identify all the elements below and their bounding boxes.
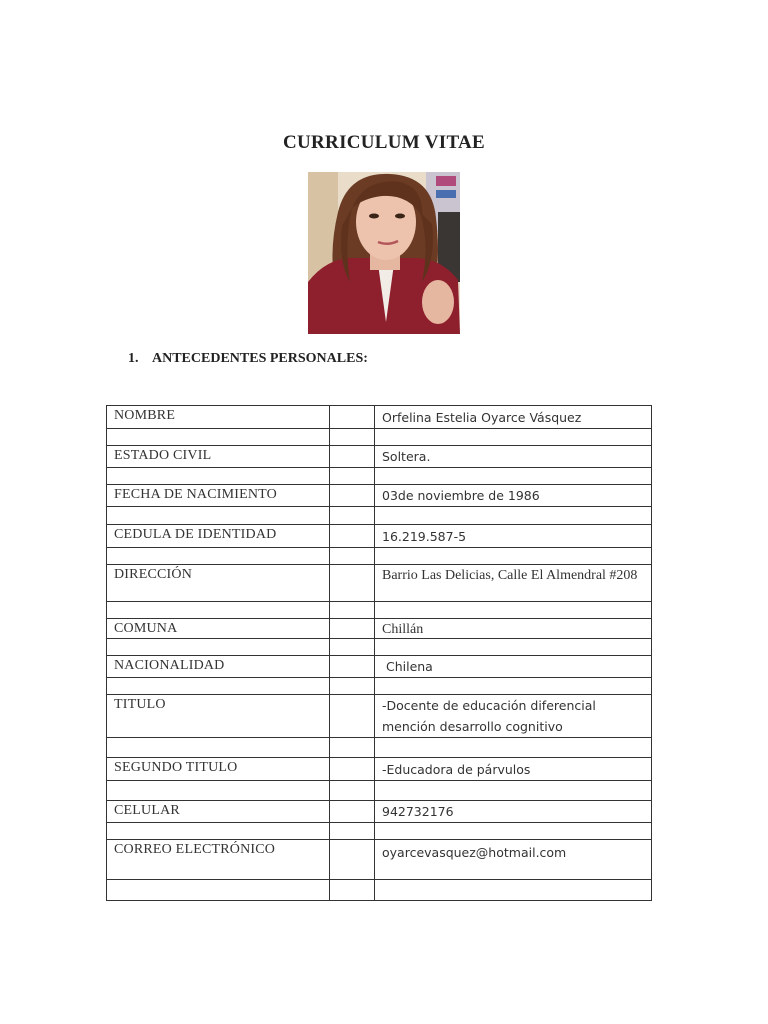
spacer-cell bbox=[330, 406, 375, 429]
row-value: -Educadora de párvulos bbox=[375, 758, 652, 781]
blank-row bbox=[107, 429, 652, 446]
spacer-cell bbox=[330, 656, 375, 678]
row-value: 16.219.587-5 bbox=[375, 525, 652, 548]
personal-info-table bbox=[106, 405, 652, 901]
table-row bbox=[107, 446, 652, 468]
row-label: CELULAR bbox=[107, 801, 330, 823]
table-row bbox=[107, 656, 652, 678]
table-row bbox=[107, 619, 652, 639]
row-label: SEGUNDO TITULO bbox=[107, 758, 330, 781]
row-label: DIRECCIÓN bbox=[107, 565, 330, 602]
table-row bbox=[107, 525, 652, 548]
spacer-cell bbox=[330, 758, 375, 781]
blank-row bbox=[107, 639, 652, 656]
row-label: NACIONALIDAD bbox=[107, 656, 330, 678]
blank-row bbox=[107, 678, 652, 695]
section-title: ANTECEDENTES PERSONALES: bbox=[152, 351, 368, 366]
row-label: CORREO ELECTRÓNICO bbox=[107, 840, 330, 880]
blank-row bbox=[107, 880, 652, 901]
blank-row bbox=[107, 507, 652, 525]
blank-row bbox=[107, 823, 652, 840]
table-row bbox=[107, 801, 652, 823]
blank-row bbox=[107, 468, 652, 485]
row-value: 03de noviembre de 1986 bbox=[375, 485, 652, 507]
row-value: Soltera. bbox=[375, 446, 652, 468]
spacer-cell bbox=[330, 801, 375, 823]
section-heading bbox=[128, 351, 368, 367]
row-label: COMUNA bbox=[107, 619, 330, 639]
spacer-cell bbox=[330, 485, 375, 507]
table-row bbox=[107, 695, 652, 738]
table-row bbox=[107, 565, 652, 602]
row-value: Orfelina Estelia Oyarce Vásquez bbox=[375, 406, 652, 429]
blank-row bbox=[107, 548, 652, 565]
table-row bbox=[107, 758, 652, 781]
table-row bbox=[107, 485, 652, 507]
blank-row bbox=[107, 781, 652, 801]
document-title: CURRICULUM VITAE bbox=[282, 132, 486, 153]
spacer-cell bbox=[330, 446, 375, 468]
table-row bbox=[107, 406, 652, 429]
row-label: CEDULA DE IDENTIDAD bbox=[107, 525, 330, 548]
blank-row bbox=[107, 602, 652, 619]
table-row bbox=[107, 840, 652, 880]
spacer-cell bbox=[330, 565, 375, 602]
row-label: ESTADO CIVIL bbox=[107, 446, 330, 468]
row-value: Barrio Las Delicias, Calle El Almendral #208 bbox=[375, 565, 652, 602]
spacer-cell bbox=[330, 619, 375, 639]
profile-photo bbox=[308, 172, 460, 334]
row-label: NOMBRE bbox=[107, 406, 330, 429]
row-value: -Docente de educación diferencial mención desarrollo cognitivo bbox=[375, 695, 652, 738]
row-label: TITULO bbox=[107, 695, 330, 738]
row-value: Chilena bbox=[375, 656, 652, 678]
row-value: Chillán bbox=[375, 619, 652, 639]
row-label: FECHA DE NACIMIENTO bbox=[107, 485, 330, 507]
spacer-cell bbox=[330, 525, 375, 548]
row-value: oyarcevasquez@hotmail.com bbox=[375, 840, 652, 880]
row-value: 942732176 bbox=[375, 801, 652, 823]
blank-row bbox=[107, 738, 652, 758]
spacer-cell bbox=[330, 695, 375, 738]
spacer-cell bbox=[330, 840, 375, 880]
section-number: 1. bbox=[128, 351, 139, 366]
